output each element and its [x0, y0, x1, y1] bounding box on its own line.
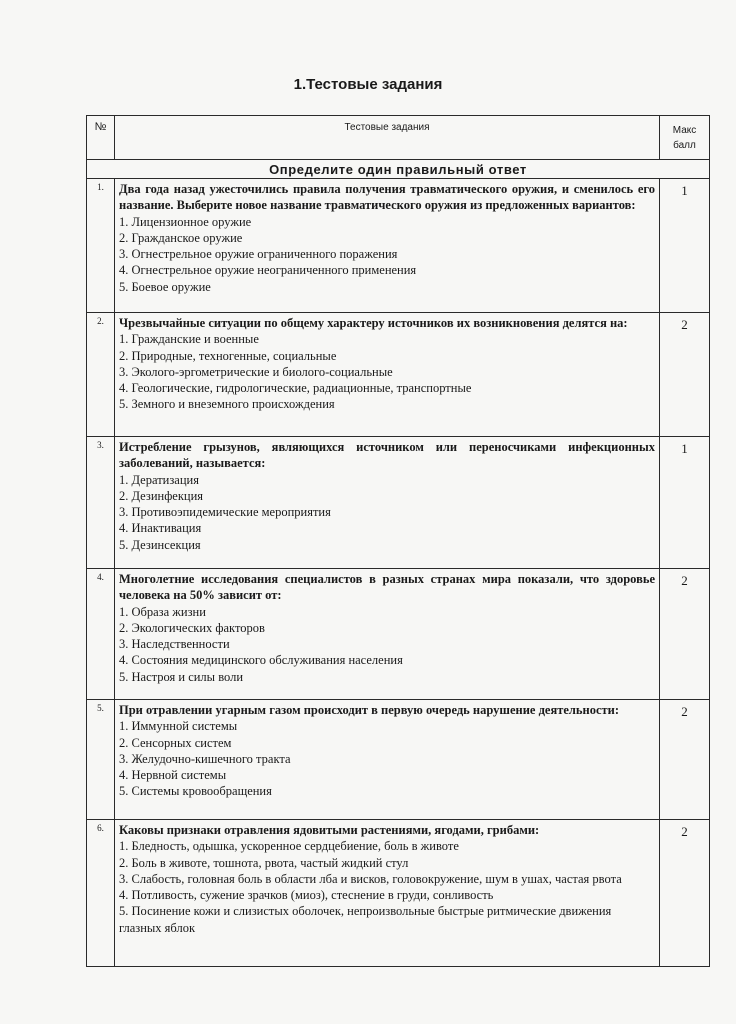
question-row: [87, 700, 710, 820]
answer-option: 2. Сенсорных систем: [119, 735, 232, 750]
answer-options: [119, 604, 655, 685]
questions-body: [87, 179, 710, 967]
answer-option: 3. Огнестрельное оружие ограниченного поражения: [119, 247, 398, 262]
answer-option: 4. Инактивация: [119, 521, 202, 536]
question-row: [87, 179, 710, 313]
answer-options: [119, 718, 655, 799]
question-number: 1.: [87, 179, 115, 313]
max-score: 2: [660, 313, 710, 437]
question-number: 5.: [87, 700, 115, 820]
question-cell: [115, 313, 660, 437]
answer-option: 2. Гражданское оружие: [119, 230, 243, 245]
question-cell: [115, 569, 660, 700]
answer-option: 5. Дезинсекция: [119, 537, 201, 552]
answer-options: [119, 838, 655, 936]
answer-option: 5. Боевое оружие: [119, 279, 211, 294]
question-row: [87, 569, 710, 700]
question-cell: [115, 820, 660, 967]
question-number: 4.: [87, 569, 115, 700]
max-score: 2: [660, 569, 710, 700]
section-heading: Определите один правильный ответ: [87, 160, 710, 179]
max-score: 1: [660, 437, 710, 569]
answer-option: 5. Земного и внеземного происхождения: [119, 397, 335, 412]
answer-option: 3. Эколого-эргометрические и биолого-социальные: [119, 364, 393, 379]
answer-option: 1. Дератизация: [119, 472, 199, 487]
table-header-row: [87, 116, 710, 160]
column-tasks-header: Тестовые задания: [115, 116, 660, 160]
question-text: Многолетние исследования специалистов в разных странах мира показали, что здоровье человека на 50% зависит от:: [119, 572, 655, 603]
answer-options: [119, 214, 655, 295]
answer-option: 1. Бледность, одышка, ускоренное сердцебиение, боль в животе: [119, 839, 459, 854]
question-cell: [115, 179, 660, 313]
question-cell: [115, 437, 660, 569]
page-title: 1.Тестовые задания: [293, 76, 443, 93]
question-number: 2.: [87, 313, 115, 437]
answer-option: 3. Желудочно-кишечного тракта: [119, 751, 291, 766]
section-row: [87, 160, 710, 179]
answer-option: 3. Слабость, головная боль в области лба и висков, головокружение, шум в ушах, частая рвота: [119, 871, 622, 886]
question-text: Два года назад ужесточились правила получения травматического оружия, и сменилось его название. Выберите новое название травматического оружия из предложенных вариантов:: [119, 182, 655, 213]
answer-option: 2. Боль в животе, тошнота, рвота, частый жидкий стул: [119, 855, 409, 870]
answer-options: [119, 331, 655, 412]
answer-option: 2. Природные, техногенные, социальные: [119, 348, 337, 363]
question-row: [87, 820, 710, 967]
answer-option: 4. Потливость, сужение зрачков (миоз), стеснение в груди, сонливость: [119, 888, 494, 903]
answer-option: 1. Лицензионное оружие: [119, 214, 252, 229]
answer-option: 2. Дезинфекция: [119, 488, 204, 503]
question-text: Каковы признаки отравления ядовитыми растениями, ягодами, грибами:: [119, 823, 540, 837]
answer-options: [119, 472, 655, 553]
answer-option: 3. Противоэпидемические мероприятия: [119, 505, 331, 520]
question-row: [87, 313, 710, 437]
answer-option: 4. Состояния медицинского обслуживания населения: [119, 653, 403, 668]
question-row: [87, 437, 710, 569]
max-header-line2: балл: [673, 139, 696, 151]
column-number-header: №: [87, 116, 115, 160]
answer-option: 1. Иммунной системы: [119, 719, 238, 734]
question-text: Истребление грызунов, являющихся источником или переносчиками инфекционных заболеваний, называется:: [119, 440, 655, 471]
answer-option: 5. Посинение кожи и слизистых оболочек, непроизвольные быстрые ритмические движения глазных яблок: [119, 904, 612, 935]
answer-option: 4. Огнестрельное оружие неограниченного применения: [119, 263, 417, 278]
max-score: 1: [660, 179, 710, 313]
answer-option: 2. Экологических факторов: [119, 620, 265, 635]
question-text: При отравлении угарным газом происходит в первую очередь нарушение деятельности:: [119, 703, 620, 717]
answer-option: 1. Гражданские и военные: [119, 332, 259, 347]
answer-option: 5. Настроя и силы воли: [119, 669, 244, 684]
question-cell: [115, 700, 660, 820]
max-score: 2: [660, 820, 710, 967]
test-table: [86, 115, 710, 967]
answer-option: 5. Системы кровообращения: [119, 784, 272, 799]
question-number: 3.: [87, 437, 115, 569]
question-number: 6.: [87, 820, 115, 967]
answer-option: 1. Образа жизни: [119, 604, 206, 619]
max-score: 2: [660, 700, 710, 820]
answer-option: 4. Нервной системы: [119, 768, 227, 783]
question-text: Чрезвычайные ситуации по общему характеру источников их возникновения делятся на:: [119, 316, 628, 330]
column-max-score-header: [660, 116, 710, 160]
answer-option: 4. Геологические, гидрологические, радиационные, транспортные: [119, 381, 472, 396]
answer-option: 3. Наследственности: [119, 637, 230, 652]
max-header-line1: Макс: [672, 124, 697, 136]
